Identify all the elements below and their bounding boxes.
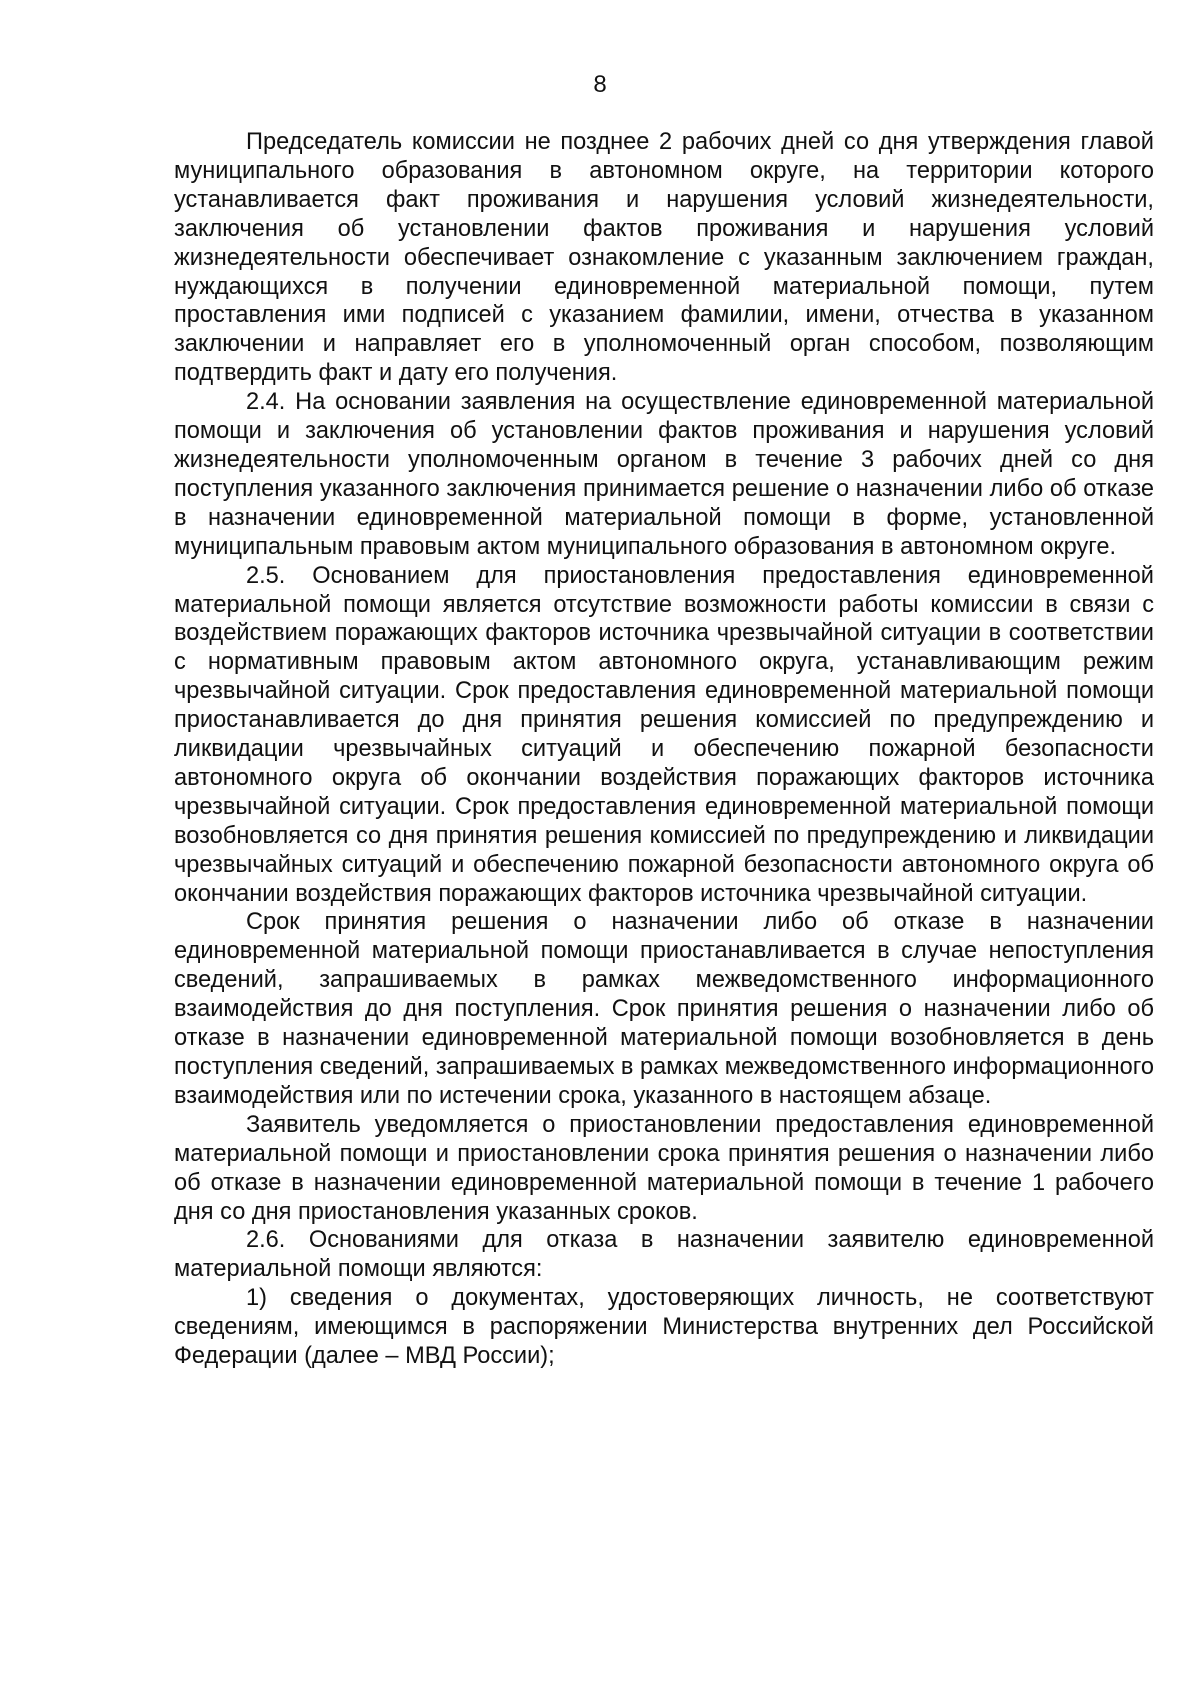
paragraph-2-6: 2.6. Основаниями для отказа в назначении заявителю единовременной материальной помощи являются: — [174, 1227, 1154, 1283]
paragraph-2-4: 2.4. На основании заявления на осуществление единовременной материальной помощи и заключения об установлении фактов проживания и нарушения условий жизнедеятельности уполномоченным органом в течение 3 рабочих дней со дня поступления указанного заключения принимается решение о назначении либо об отказе в назначении единовременной материальной помощи в форме, установленной муниципальным правовым актом муниципального образования в автономном округе. — [174, 389, 1154, 560]
paragraph-chairman-review: Председатель комиссии не позднее 2 рабочих дней со дня утверждения главой муниципального образования в автономном округе, на территории которого устанавливается факт проживания и нарушения условий жизнедеятельности, заключения об установлении фактов проживания и нарушения условий жизнедеятельности обеспечивает ознакомление с указанным заключением граждан, нуждающихся в получении единовременной материальной помощи, путем проставления ими подписей с указанием фамилии, имени, отчества в указанном заключении и направляет его в уполномоченный орган способом, позволяющим подтвердить факт и дату его получения. — [174, 129, 1154, 387]
paragraph-2-5: 2.5. Основанием для приостановления предоставления единовременной материальной помощи является отсутствие возможности работы комиссии в связи с воздействием поражающих факторов источника чрезвычайной ситуации в соответствии с нормативным правовым актом автономного округа, устанавливающим режим чрезвычайной ситуации. Срок предоставления единовременной материальной помощи приостанавливается до дня принятия решения комиссией по предупреждению и ликвидации чрезвычайных ситуаций и обеспечению пожарной безопасности автономного округа об окончании воздействия поражающих факторов источника чрезвычайной ситуации. Срок предоставления единовременной материальной помощи возобновляется со дня принятия решения комиссией по предупреждению и ликвидации чрезвычайных ситуаций и обеспечению пожарной безопасности автономного округа об окончании воздействия поражающих факторов источника чрезвычайной ситуации. — [174, 562, 1154, 907]
paragraph-applicant-notification: Заявитель уведомляется о приостановлении предоставления единовременной материальной помощи и приостановлении срока принятия решения о назначении либо об отказе в назначении единовременной материальной помощи в течение 1 рабочего дня со дня приостановления указанных сроков. — [174, 1111, 1154, 1225]
paragraph-2-6-item-1: 1) сведения о документах, удостоверяющих личность, не соответствуют сведениям, имеющимся в распоряжении Министерства внутренних дел Российской Федерации (далее – МВД России); — [174, 1285, 1154, 1370]
document-body — [174, 128, 1154, 1371]
page-number: 8 — [593, 71, 607, 98]
paragraph-decision-suspension: Срок принятия решения о назначении либо об отказе в назначении единовременной материальной помощи приостанавливается в случае непоступления сведений, запрашиваемых в рамках межведомственного информационного взаимодействия до дня поступления. Срок принятия решения о назначении либо об отказе в назначении единовременной материальной помощи возобновляется в день поступления сведений, запрашиваемых в рамках межведомственного информационного взаимодействия или по истечении срока, указанного в настоящем абзаце. — [174, 909, 1154, 1109]
